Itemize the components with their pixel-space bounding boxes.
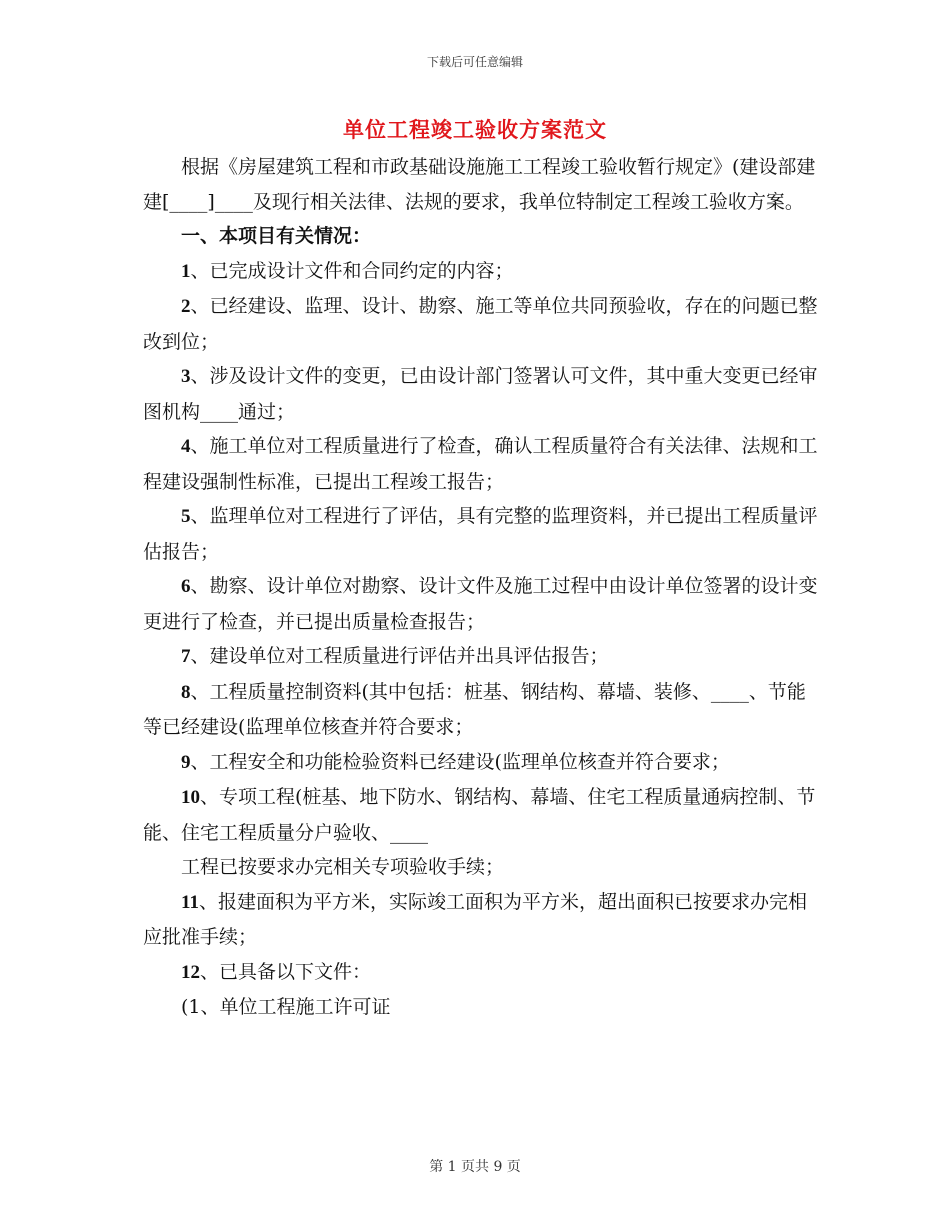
intro-paragraph: 根据《房屋建筑工程和市政基础设施施工工程竣工验收暂行规定》(建设部建建[____]____及现行相关法律、法规的要求，我单位特制定工程竣工验收方案。 (143, 156, 816, 213)
list-item (143, 359, 823, 429)
list-item (143, 429, 823, 499)
item-text: 、已经建设、监理、设计、勘察、施工等单位共同预验收，存在的问题已整改到位； (143, 295, 818, 353)
list-item (143, 955, 823, 991)
sub-list-item: (1、单位工程施工许可证 (181, 996, 391, 1018)
list-item (143, 885, 823, 955)
item-text: 、勘察、设计单位对勘察、设计文件及施工过程中由设计单位签署的设计变更进行了检查，并已提出质量检查报告； (143, 575, 818, 633)
item-number: 7 (181, 646, 191, 667)
list-item (143, 780, 823, 850)
item-number: 12 (181, 961, 200, 983)
item-text: 、监理单位对工程进行了评估，具有完整的监理资料，并已提出工程质量评估报告； (143, 505, 818, 563)
list-item (143, 639, 823, 675)
item-text: 、专项工程(桩基、地下防水、钢结构、幕墙、住宅工程质量通病控制、节能、住宅工程质量分户验收、____ (143, 786, 816, 844)
item-text: 、报建面积为平方米，实际竣工面积为平方米，超出面积已按要求办完相应批准手续； (143, 890, 807, 948)
item-number: 10 (181, 787, 200, 808)
item-text: 、施工单位对工程质量进行了检查，确认工程质量符合有关法律、法规和工程建设强制性标准，已提出工程竣工报告； (143, 435, 818, 493)
list-item (143, 289, 823, 359)
document-title: 单位工程竣工验收方案范文 (343, 117, 607, 142)
list-item (143, 499, 823, 569)
list-item (143, 745, 823, 781)
item-text: 、已完成设计文件和合同约定的内容； (190, 259, 514, 282)
item-number: 2 (181, 296, 191, 317)
item-number: 9 (181, 751, 191, 773)
header-note: 下载后可任意编辑 (426, 55, 523, 69)
list-item (143, 569, 823, 639)
list-item (143, 675, 823, 745)
item-text: 、工程质量控制资料(其中包括：桩基、钢结构、幕墙、装修、____、节能等已经建设(监理单位核查并符合要求； (143, 680, 806, 738)
item-text: 、涉及设计文件的变更，已由设计部门签署认可文件，其中重大变更已经审图机构____通过； (143, 365, 818, 423)
document-body (143, 150, 823, 1025)
item-number: 11 (181, 891, 199, 913)
item-number: 5 (181, 506, 191, 527)
item-number: 3 (181, 366, 191, 387)
item-text: 、已具备以下文件： (200, 960, 372, 983)
section-heading: 一、本项目有关情况： (181, 225, 372, 247)
page-footer: 第 1 页共 9 页 (429, 1159, 521, 1175)
item-number: 4 (181, 436, 191, 457)
item-number: 8 (181, 681, 191, 703)
item-text: 、工程安全和功能检验资料已经建设(监理单位核查并符合要求； (190, 750, 730, 773)
list-item-continuation: 工程已按要求办完相关专项验收手续； (181, 856, 505, 878)
list-item (143, 254, 823, 290)
item-number: 1 (181, 260, 191, 282)
item-text: 、建设单位对工程质量进行评估并出具评估报告； (190, 645, 609, 667)
item-number: 6 (181, 576, 191, 597)
